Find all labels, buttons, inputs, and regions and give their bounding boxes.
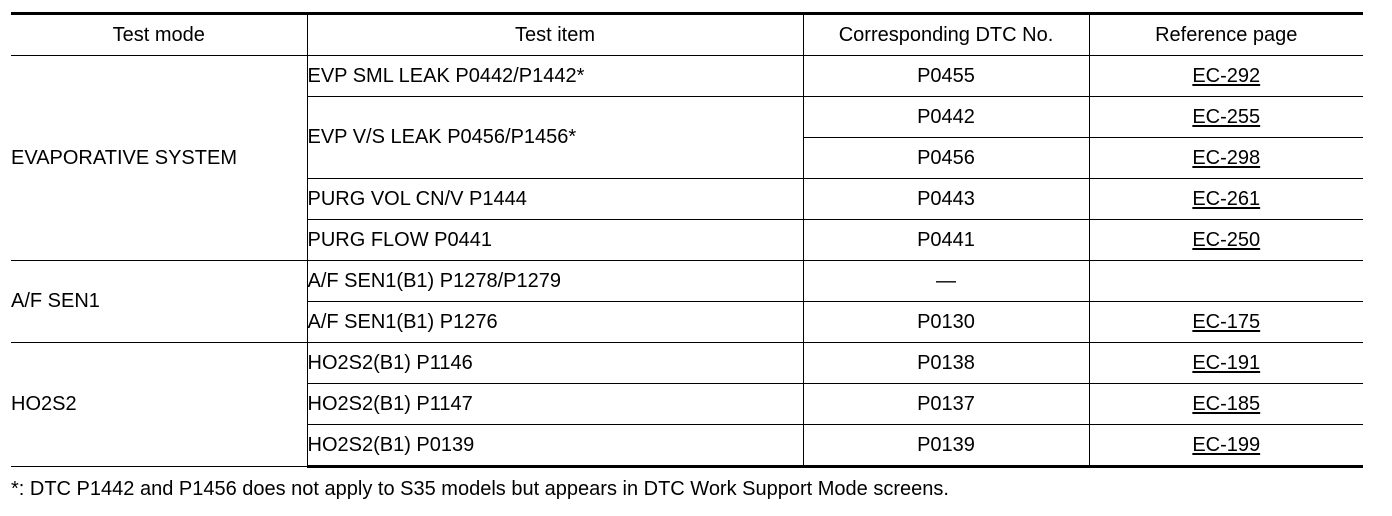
reference-link[interactable]: EC-261 xyxy=(1192,187,1261,210)
test-mode-af-sen1: A/F SEN1 xyxy=(11,261,307,343)
reference-cell xyxy=(1089,97,1363,138)
reference-link[interactable]: EC-250 xyxy=(1192,228,1261,251)
header-dtc-no: Corresponding DTC No. xyxy=(803,14,1089,56)
reference-link[interactable]: EC-185 xyxy=(1192,392,1261,415)
test-item-cell: PURG VOL CN/V P1444 xyxy=(307,179,803,220)
test-item-cell: A/F SEN1(B1) P1278/P1279 xyxy=(307,261,803,302)
table-row xyxy=(11,343,1363,384)
reference-cell xyxy=(1089,220,1363,261)
reference-link[interactable]: EC-191 xyxy=(1192,351,1261,374)
reference-link[interactable]: EC-298 xyxy=(1192,146,1261,169)
dtc-cell: P0139 xyxy=(803,425,1089,467)
test-item-cell: EVP SML LEAK P0442/P1442* xyxy=(307,56,803,97)
reference-link[interactable]: EC-255 xyxy=(1192,105,1261,128)
test-mode-ho2s2: HO2S2 xyxy=(11,343,307,467)
test-item-cell: EVP V/S LEAK P0456/P1456* xyxy=(307,97,803,179)
dtc-test-mode-table xyxy=(11,12,1363,468)
test-mode-evaporative-system: EVAPORATIVE SYSTEM xyxy=(11,56,307,261)
table-header-row xyxy=(11,14,1363,56)
reference-cell xyxy=(1089,425,1363,467)
reference-cell xyxy=(1089,56,1363,97)
table-row xyxy=(11,56,1363,97)
reference-cell xyxy=(1089,384,1363,425)
test-item-cell: HO2S2(B1) P0139 xyxy=(307,425,803,467)
test-item-cell: HO2S2(B1) P1146 xyxy=(307,343,803,384)
dtc-cell: P0441 xyxy=(803,220,1089,261)
reference-cell xyxy=(1089,138,1363,179)
table-row xyxy=(11,261,1363,302)
reference-cell xyxy=(1089,261,1363,302)
dtc-cell: P0443 xyxy=(803,179,1089,220)
header-test-item: Test item xyxy=(307,14,803,56)
dtc-cell: — xyxy=(803,261,1089,302)
reference-link[interactable]: EC-199 xyxy=(1192,433,1261,456)
reference-cell xyxy=(1089,302,1363,343)
test-item-cell: PURG FLOW P0441 xyxy=(307,220,803,261)
dtc-cell: P0456 xyxy=(803,138,1089,179)
dtc-cell: P0130 xyxy=(803,302,1089,343)
header-test-mode: Test mode xyxy=(11,14,307,56)
reference-cell xyxy=(1089,179,1363,220)
test-item-cell: A/F SEN1(B1) P1276 xyxy=(307,302,803,343)
dtc-cell: P0442 xyxy=(803,97,1089,138)
dtc-cell: P0455 xyxy=(803,56,1089,97)
test-item-cell: HO2S2(B1) P1147 xyxy=(307,384,803,425)
footnote: *: DTC P1442 and P1456 does not apply to S35 models but appears in DTC Work Support Mode screens. xyxy=(11,478,949,500)
dtc-cell: P0138 xyxy=(803,343,1089,384)
reference-link[interactable]: EC-175 xyxy=(1192,310,1261,333)
dtc-cell: P0137 xyxy=(803,384,1089,425)
reference-link[interactable]: EC-292 xyxy=(1192,64,1261,87)
header-reference-page: Reference page xyxy=(1089,14,1363,56)
reference-cell xyxy=(1089,343,1363,384)
